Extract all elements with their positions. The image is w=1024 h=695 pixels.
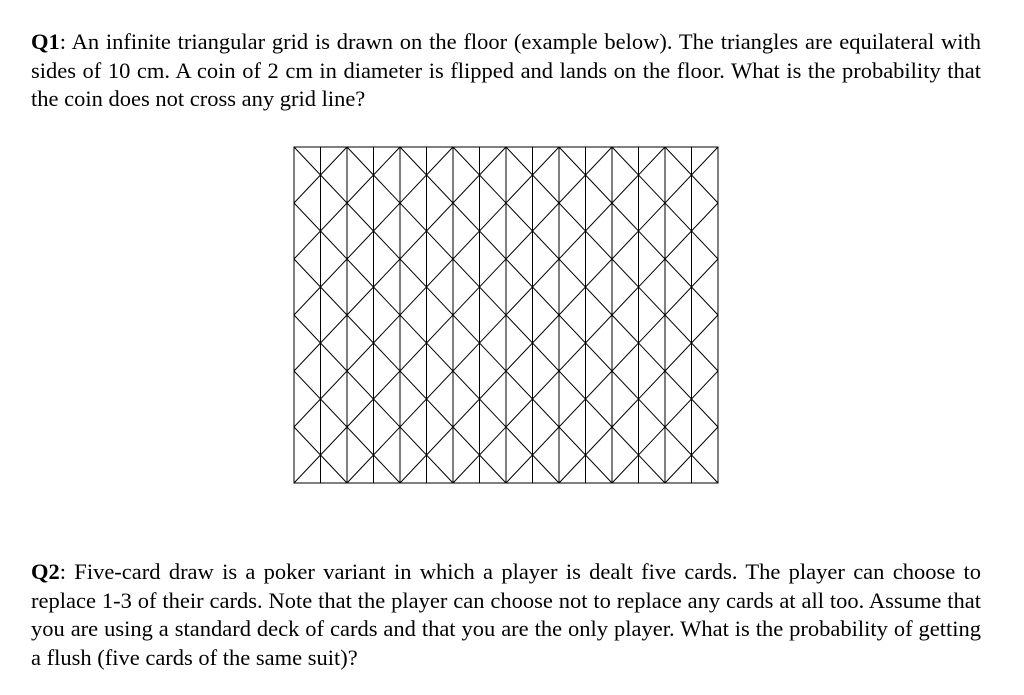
question-2	[31, 558, 981, 672]
question-2-text: : Five-card draw is a poker variant in which a player is dealt five cards. The player can choose to replace 1-3 of their cards. Note that the player can choose not to replace any cards at all too. Assume that you are using a standard deck of cards and that you are the only player. What is the probability of getting a flush (five cards of the same suit)?	[31, 559, 981, 670]
question-1-label: Q1	[31, 29, 60, 54]
question-1-text: : An infinite triangular grid is drawn on the floor (example below). The triangles are equilateral with sides of 10 cm. A coin of 2 cm in diameter is flipped and lands on the floor. What is the probability that the coin does not cross any grid line?	[31, 29, 981, 111]
triangular-grid-svg	[292, 145, 722, 485]
triangular-grid-figure	[292, 145, 722, 485]
question-1	[31, 28, 981, 114]
question-2-label: Q2	[31, 559, 60, 584]
